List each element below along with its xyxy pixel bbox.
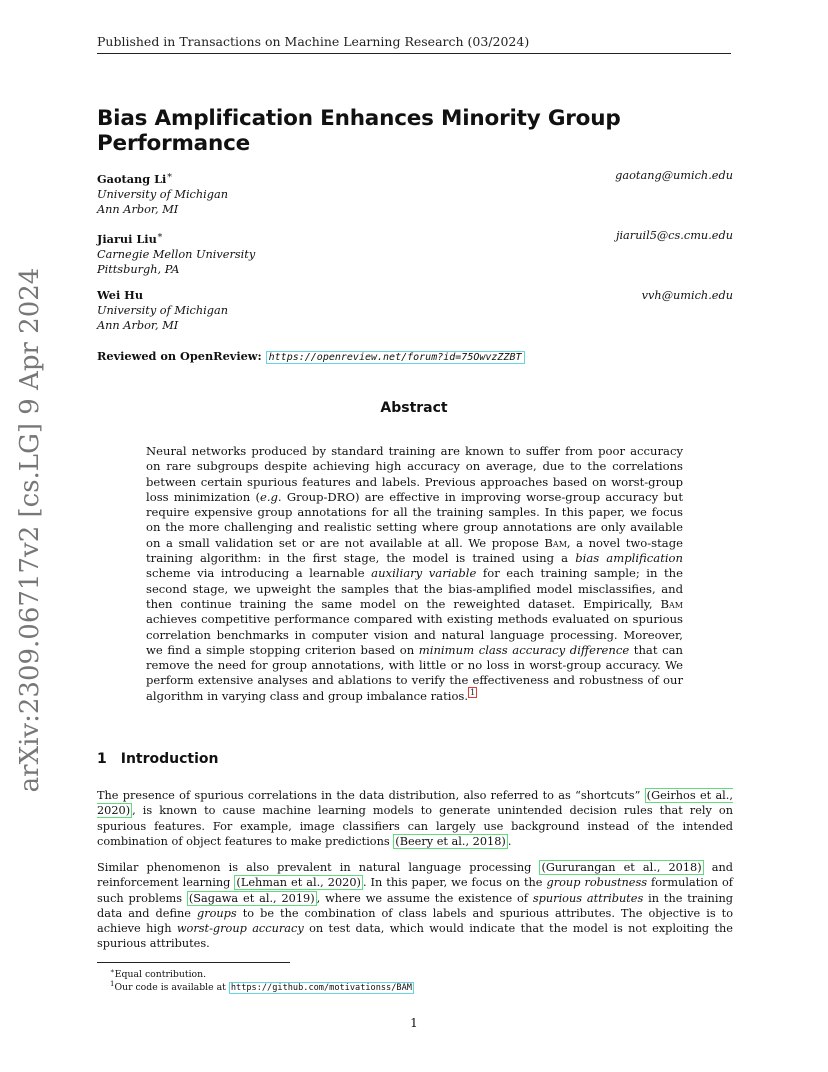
intro-paragraph-2: Similar phenomenon is also prevalent in natural language processing (Gururangan et al., 2018) and reinforcement learning (Lehman et al., 2020) . In this paper, we focus on the group robustness formulation of such problems (Sagawa et al., 2019) , where we assume the existence of spurious attributes in the training data and define groups to be the combination of class labels and spurious attributes. The objective is to achieve high worst-group accuracy on test data, which would indicate that the model is not exploiting the spurious attributes.	[97, 861, 733, 951]
author-location: Pittsburgh, PA	[97, 262, 180, 276]
citation-link[interactable]: (Gururangan et al., 2018)	[541, 861, 702, 874]
author-name: Jiarui Liu	[97, 231, 157, 246]
author-affiliation: Carnegie Mellon University	[97, 247, 256, 261]
author-block-3	[97, 288, 733, 333]
author-location: Ann Arbor, MI	[97, 319, 179, 332]
citation-link[interactable]: (Geirhos et al., 2020)	[97, 789, 733, 818]
footnote-2: $^1$Our code is available at https://github.com/motivationss/BAM	[110, 980, 412, 994]
citation-link[interactable]: (Lehman et al., 2020)	[236, 876, 361, 890]
author-location: Ann Arbor, MI	[97, 202, 179, 216]
author-name: Gaotang Li	[97, 171, 167, 186]
method-name: Bam	[544, 535, 567, 550]
equal-contribution-mark: ∗	[166, 170, 173, 181]
author-email: jiaruil5@cs.cmu.edu	[615, 229, 733, 242]
reviewed-line	[97, 349, 525, 363]
openreview-link[interactable]: https://openreview.net/forum?id=75OwvzZZBT	[266, 351, 525, 364]
author-email: vvh@umich.edu	[641, 289, 733, 302]
footnote-link[interactable]: 1	[470, 687, 476, 697]
method-name: Bam	[660, 596, 683, 611]
author-email: gaotang@umich.edu	[615, 169, 733, 182]
citation-link[interactable]: (Sagawa et al., 2019)	[188, 891, 315, 905]
reviewed-label: Reviewed on OpenReview:	[97, 349, 262, 363]
abstract-heading: Abstract	[380, 400, 448, 416]
arxiv-identifier: arXiv:2309.06717v2 [cs.LG] 9 Apr 2024	[15, 267, 45, 793]
footnote-rule	[97, 962, 290, 963]
footnote-1: ∗Equal contribution.	[110, 967, 207, 981]
author-name: Wei Hu	[97, 288, 144, 302]
section-title: Introduction	[120, 751, 219, 767]
abstract-text: Neural networks produced by standard training are known to suffer from poor accuracy on rare subgroups despite achieving high accuracy on average, due to the correlations between certain spurious features and labels. Previous approaches based on worst-group loss minimization (e.g. Group-DRO) are effective in improving worse-group accuracy but require expensive group annotations for all the training samples. In this paper, we focus on the more challenging and realistic setting where group annotations are only available on a small validation set or are not available at all. We propose Bam, a novel two-stage training algorithm: in the first stage, the model is trained using a bias amplification scheme via introducing a learnable auxiliary variable for each training sample; in the second stage, we upweight the samples that the bias-amplified model misclassifies, and then continue training the same model on the reweighted dataset. Empirically, Bam achieves competitive performance compared with existing methods evaluated on spurious correlation benchmarks in computer vision and natural language processing. Moreover, we find a simple stopping criterion based on minimum class accuracy difference that can remove the need for group annotations, with little or no loss in worst-group accuracy. We perform extensive analyses and ablations to verify the effectiveness and robustness of our algorithm in varying class and group imbalance ratios. $^1$	[146, 444, 684, 703]
author-affiliation: University of Michigan	[97, 304, 229, 317]
author-block-2	[97, 228, 733, 277]
equal-contribution-mark: ∗	[156, 230, 164, 241]
section-number: 1	[97, 751, 107, 767]
section-heading	[97, 751, 219, 767]
github-link[interactable]: https://github.com/motivationss/BAM	[230, 983, 412, 994]
author-affiliation: University of Michigan	[97, 187, 229, 201]
intro-paragraph-1: The presence of spurious correlations in the data distribution, also referred to as “shortcuts” (Geirhos et al., 2020) , is known to cause machine learning models to generate unintended decision rules that rely on spurious features. For example, image classifiers can largely use background instead of the intended combination of object features to make predictions (Beery et al., 2018) .	[97, 789, 733, 848]
running-header: Published in Transactions on Machine Learning Research (03/2024)	[97, 34, 731, 54]
author-block-1	[97, 168, 733, 217]
paper-title: Bias Amplification Enhances Minority Group Performance	[97, 106, 621, 156]
citation-link[interactable]: (Beery et al., 2018)	[395, 834, 506, 848]
page-number: 1	[410, 1016, 418, 1030]
